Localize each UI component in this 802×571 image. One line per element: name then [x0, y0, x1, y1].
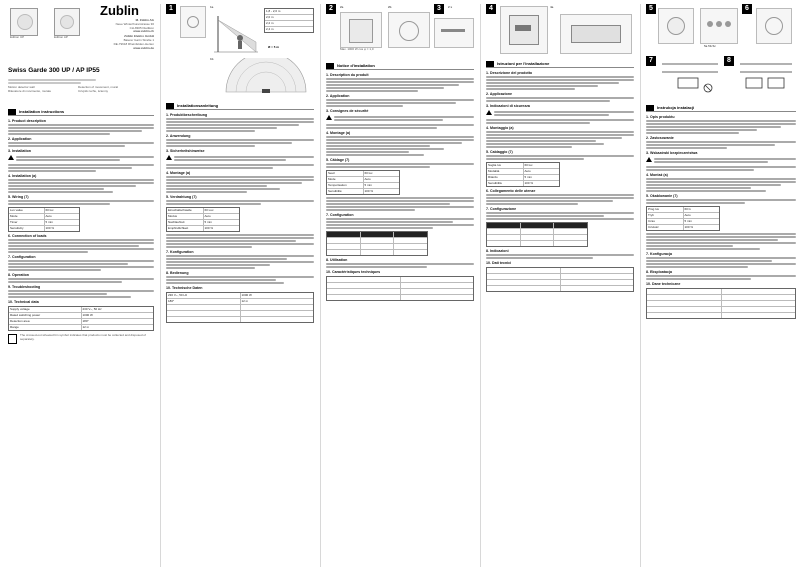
settings-table-it: Soglia lux 60 lux Modalità Auto Ritardo 5 min Sensibilità 100 %	[486, 162, 560, 187]
section-header-de: Installationsanleitung	[166, 103, 314, 110]
section-header-fr: Notice d'installation	[326, 63, 474, 70]
step-5-badge: 5	[646, 4, 656, 14]
illustration-range-top-view	[220, 58, 312, 96]
warning-icon	[326, 115, 332, 120]
illustration-cover	[756, 8, 792, 44]
tech-table-en: Supply voltage 230 V~, 50 Hz Rated switching power 1000 W Detection area 180° Range 12 m	[8, 306, 154, 331]
section-header-en: Installation instructions	[8, 109, 154, 116]
settings-table-pl: Próg lux 60 lx Tryb Auto Czas 5 min Czułość 100 %	[646, 206, 720, 231]
illustration-detection-zone	[210, 12, 260, 56]
illustration-wall-mount	[388, 12, 430, 48]
variant-ap-label: Edition AP	[54, 35, 68, 39]
column-french	[324, 0, 476, 571]
settings-table-en: Lux value 60 lux Mode Auto Timer 5 min Sensitivity 100 %	[8, 207, 80, 232]
legend-fr: Detection of movement, mural	[78, 85, 119, 89]
wiring-diagram-2	[736, 58, 796, 98]
german-body: Installationsanleitung 1. Produktbeschreibung 2. Anwendung 3. Sicherheitshinweise 4. Montage (a) 5. Verdrahtung (7) Einschaltschwelle 60 Lux Modus Auto Nachlaufzeit 5 min Empfindlichkeit 100 % 7. Konfiguration 8. Bedienung 10. Technische Daten 230 V~, 50 Hz 1000 W 180° 12 m	[166, 100, 314, 325]
sub-4a: 4a	[550, 5, 554, 9]
column-english	[4, 0, 156, 571]
product-photo-ap	[54, 8, 80, 36]
legend-pl: Czujnik ruchu, ścienny	[78, 88, 109, 93]
warning-icon	[486, 110, 492, 115]
step-7-badge: 7	[646, 56, 656, 66]
legend-list	[8, 78, 154, 94]
step-6-badge: 6	[742, 4, 752, 14]
column-polish	[644, 0, 798, 571]
english-body: Installation instructions 1. Product description 2. Application 3. Installation 4. Installation (a) 5. Wiring (7) Lux value 60 lux Mode Auto Timer 5 min Sensitivity 100 % 6. Connection of loads 7. Configuration 8. Operation 9. Troubleshooting 10. Technical data Supply voltage 230 V~, 50 Hz Rated switching power 1000 W Detection area 180° Range 12 m The crossed-out wheeled bin symbol indicates that products must be collected and disposed of separately.	[8, 106, 154, 344]
range-label: Ø = 5 m	[268, 45, 279, 49]
illustration-terminal-block	[560, 14, 632, 54]
italian-body: Istruzioni per l'installazione 1. Descrizione del prodotto 2. Applicazione 3. Indicazioni di sicurezza 4. Montaggio (a) 5. Cablaggio (7) Soglia lux 60 lux Modalità Auto Ritardo 5 min Sensibilità 100 % 6. Collegamento delle utenze 7. Configurazione 8. Indicazioni 10. Dati tecnici	[486, 58, 634, 294]
section-header-pl: Instrukcja instalacji	[646, 105, 796, 112]
legend-it: Rilevatore di movimento, murale	[8, 88, 52, 93]
step-2-badge: 2	[326, 4, 336, 14]
illustration-wall-sensor	[180, 6, 206, 38]
step-3-badge: 3	[434, 4, 444, 14]
mounting-height-table: 1,8 - 2,0 m 2,0 m 2,2 m 2,4 m	[264, 8, 314, 33]
config-table-it	[486, 222, 588, 247]
illustration-sensor-dials	[700, 8, 738, 44]
illustration-wiring-box	[500, 6, 548, 54]
warning-icon	[8, 155, 14, 160]
sub-2b: 2b	[388, 5, 392, 9]
warning-icon	[646, 157, 652, 162]
variant-up-label: Edition UP	[10, 35, 25, 39]
sub-2a: 2a	[340, 5, 344, 9]
tech-table-de: 230 V~, 50 Hz 1000 W 180° 12 m	[166, 292, 314, 323]
sub-5: 5a 5b 5c	[704, 44, 716, 48]
column-german	[164, 0, 316, 571]
screws-count-label: 2 x	[448, 5, 453, 9]
max-load-note: Max. 1000 W cos φ = 1,0	[340, 47, 374, 51]
french-body: Notice d'installation 1. Description du produit 2. Application 3. Consignes de sécurité 4. Montage (a) 5. Câblage (7) Seuil 60 lux Mode Auto Temporisation 5 min Sensibilité 100 % 7. Configuration 8. Utilisation 10. Caractéristiques techniques	[326, 60, 474, 303]
wiring-diagram-1	[658, 58, 722, 98]
product-title: Swiss Garde 300 UP / AP IP55	[8, 67, 100, 74]
config-table-fr	[326, 231, 428, 256]
polish-body: Instrukcja instalacji 1. Opis produktu 2. Zastosowanie 3. Wskazówki bezpieczeństwa 4. Montaż (a) 5. Okablowanie (7) Próg lux 60 lx Tryb Auto Czas 5 min Czułość 100 % 7. Konfiguracja 8. Eksploatacja 10. Dane techniczne	[646, 102, 796, 321]
brand-logo: Zublin	[100, 3, 139, 18]
tech-table-it	[486, 267, 634, 292]
step-4-badge: 4	[486, 4, 496, 14]
settings-table-de: Einschaltschwelle 60 Lux Modus Auto Nachlaufzeit 5 min Empfindlichkeit 100 %	[166, 207, 240, 232]
disposal-note: The crossed-out wheeled bin symbol indicates that products must be collected and disposed of separately.	[20, 333, 146, 341]
sub-1b: 1b	[210, 57, 214, 61]
product-photo-up	[10, 8, 38, 36]
wheelie-bin-icon	[8, 334, 17, 344]
tech-table-fr	[326, 276, 474, 301]
step-8-badge: 8	[724, 56, 734, 66]
step-1-badge: 1	[166, 4, 176, 14]
column-italian	[484, 0, 636, 571]
illustration-screws	[434, 18, 474, 48]
warning-icon	[166, 155, 172, 160]
section-header-it: Istruzioni per l'installazione	[486, 61, 634, 68]
brand-address: M. Züblin AG Neue Winterthurerstrasse 30 CH-8305 Dietlikon www.zublin.ch Züblin Elektro GmbH Baierer Gartn Straße 1 DE-79618 Rheinfelden-Herten www.zublin.de	[113, 18, 154, 50]
tech-table-pl	[646, 288, 796, 319]
illustration-sensor-front	[658, 8, 694, 44]
illustration-mounting-box	[340, 12, 382, 48]
sub-1a: 1a	[210, 5, 214, 9]
legend-en: Motion detector wall	[8, 85, 35, 89]
settings-table-fr: Seuil 60 lux Mode Auto Temporisation 5 min Sensibilité 100 %	[326, 170, 400, 195]
